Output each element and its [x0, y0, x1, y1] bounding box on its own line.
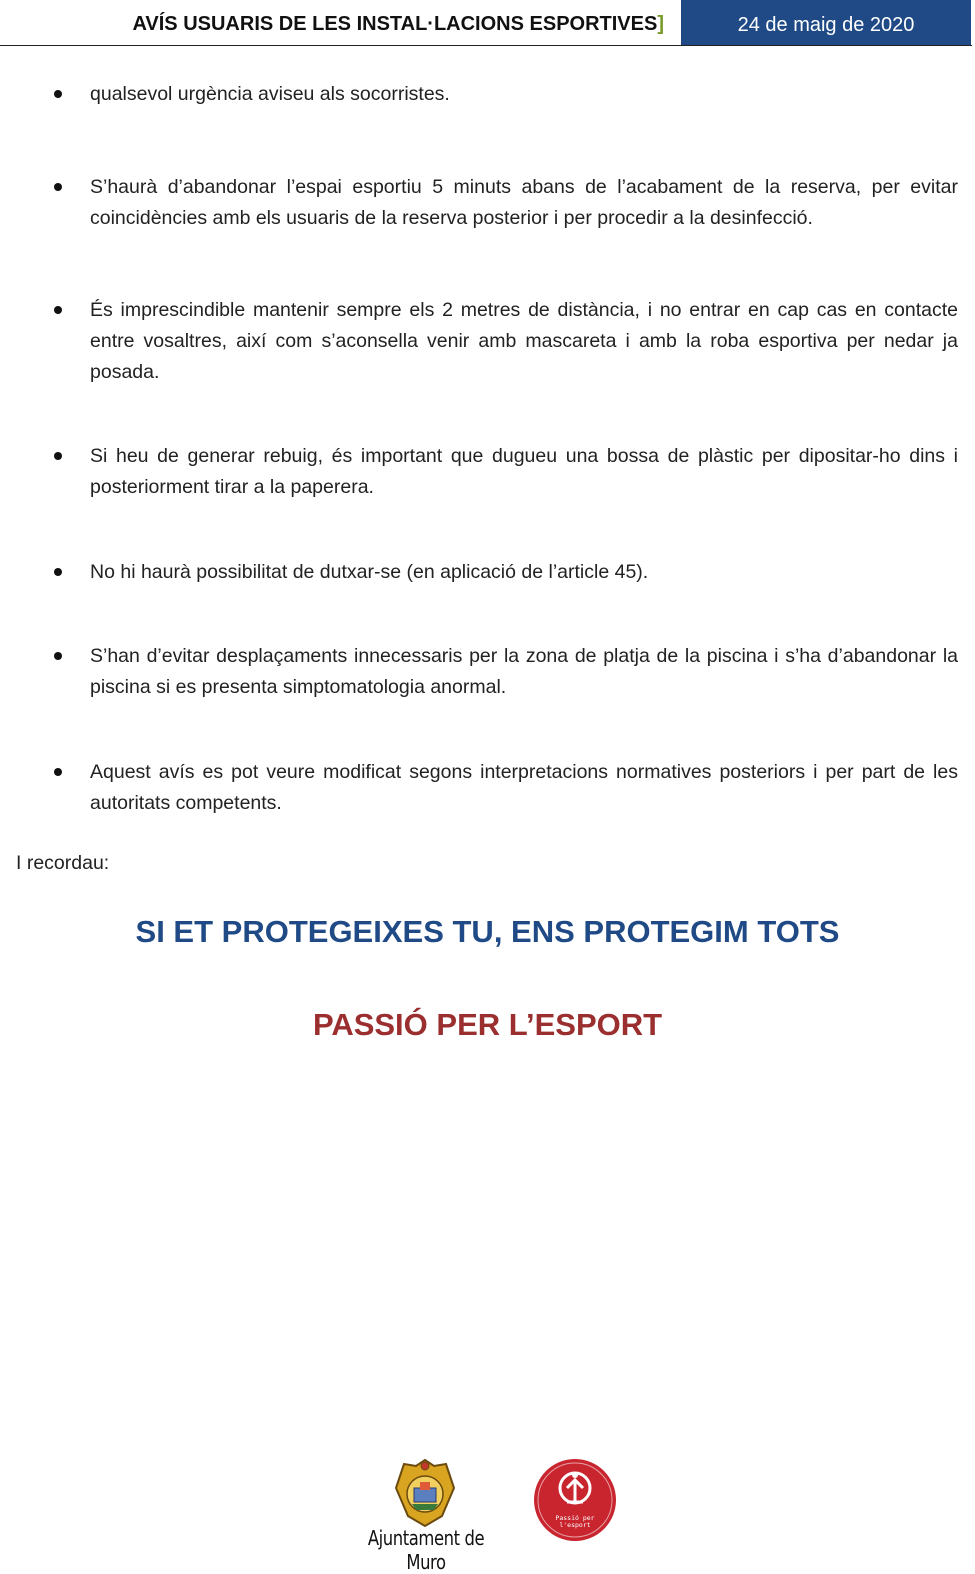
list-item: És imprescindible mantenir sempre els 2 metres de distància, i no entrar en cap cas en contacte entre vosaltres, així com s’aconsella venir amb mascareta i amb la roba esportiva per nedar ja posada.: [90, 299, 958, 383]
bullet-dot-icon: [54, 452, 62, 460]
list-item: Si heu de generar rebuig, és important que dugueu una bossa de plàstic per dipositar-ho dins i posteriorment tirar a la paperera.: [90, 445, 958, 498]
bullet-dot-icon: [54, 652, 62, 660]
bullet-dot-icon: [54, 768, 62, 776]
passio-esport-logo: [533, 1458, 617, 1542]
ajuntament-muro-logo: [336, 1458, 516, 1574]
list-item: S’han d’evitar desplaçaments innecessaris per la zona de platja de la piscina i s’ha d’abandonar la piscina si es presenta simptomatologia anormal.: [90, 645, 958, 698]
bullet-dot-icon: [54, 306, 62, 314]
reminder-label: I recordau:: [16, 852, 110, 874]
bullet-dot-icon: [54, 183, 62, 191]
document-date: 24 de maig de 2020: [681, 0, 971, 45]
document-title-text: AVÍS USUARIS DE LES INSTAL·LACIONS ESPORTIVES: [132, 13, 658, 35]
list-item: Aquest avís es pot veure modificat segons interpretacions normatives posteriors i per part de les autoritats competents.: [90, 761, 958, 814]
document-title: [0, 0, 666, 46]
bullet-dot-icon: [54, 568, 62, 576]
page-header: [0, 0, 975, 46]
muro-crest-icon: [394, 1458, 456, 1528]
motto-heading: PASSIÓ PER L’ESPORT: [312, 1007, 663, 1042]
list-item: S’haurà d’abandonar l’espai esportiu 5 minuts abans de l’acabament de la reserva, per evitar coincidències amb els usuaris de la reserva posterior i per procedir a la desinfecció.: [90, 176, 958, 229]
esport-logo-text: [533, 1515, 617, 1529]
slogan-heading: SI ET PROTEGEIXES TU, ENS PROTEGIM TOTS: [135, 914, 840, 949]
list-item: qualsevol urgència aviseu als socorristes.: [90, 83, 450, 105]
muro-logo-text: Ajuntament de Muro: [367, 1526, 485, 1574]
header-divider: [0, 45, 972, 46]
esport-logo-line-1: Passió per: [555, 1514, 595, 1522]
list-item: No hi haurà possibilitat de dutxar-se (en aplicació de l’article 45).: [90, 561, 649, 583]
esport-emblem-icon: [533, 1458, 617, 1542]
esport-logo-line-2: l'esport: [559, 1521, 591, 1529]
bullet-dot-icon: [54, 90, 62, 98]
title-bracket: ]: [657, 13, 664, 35]
